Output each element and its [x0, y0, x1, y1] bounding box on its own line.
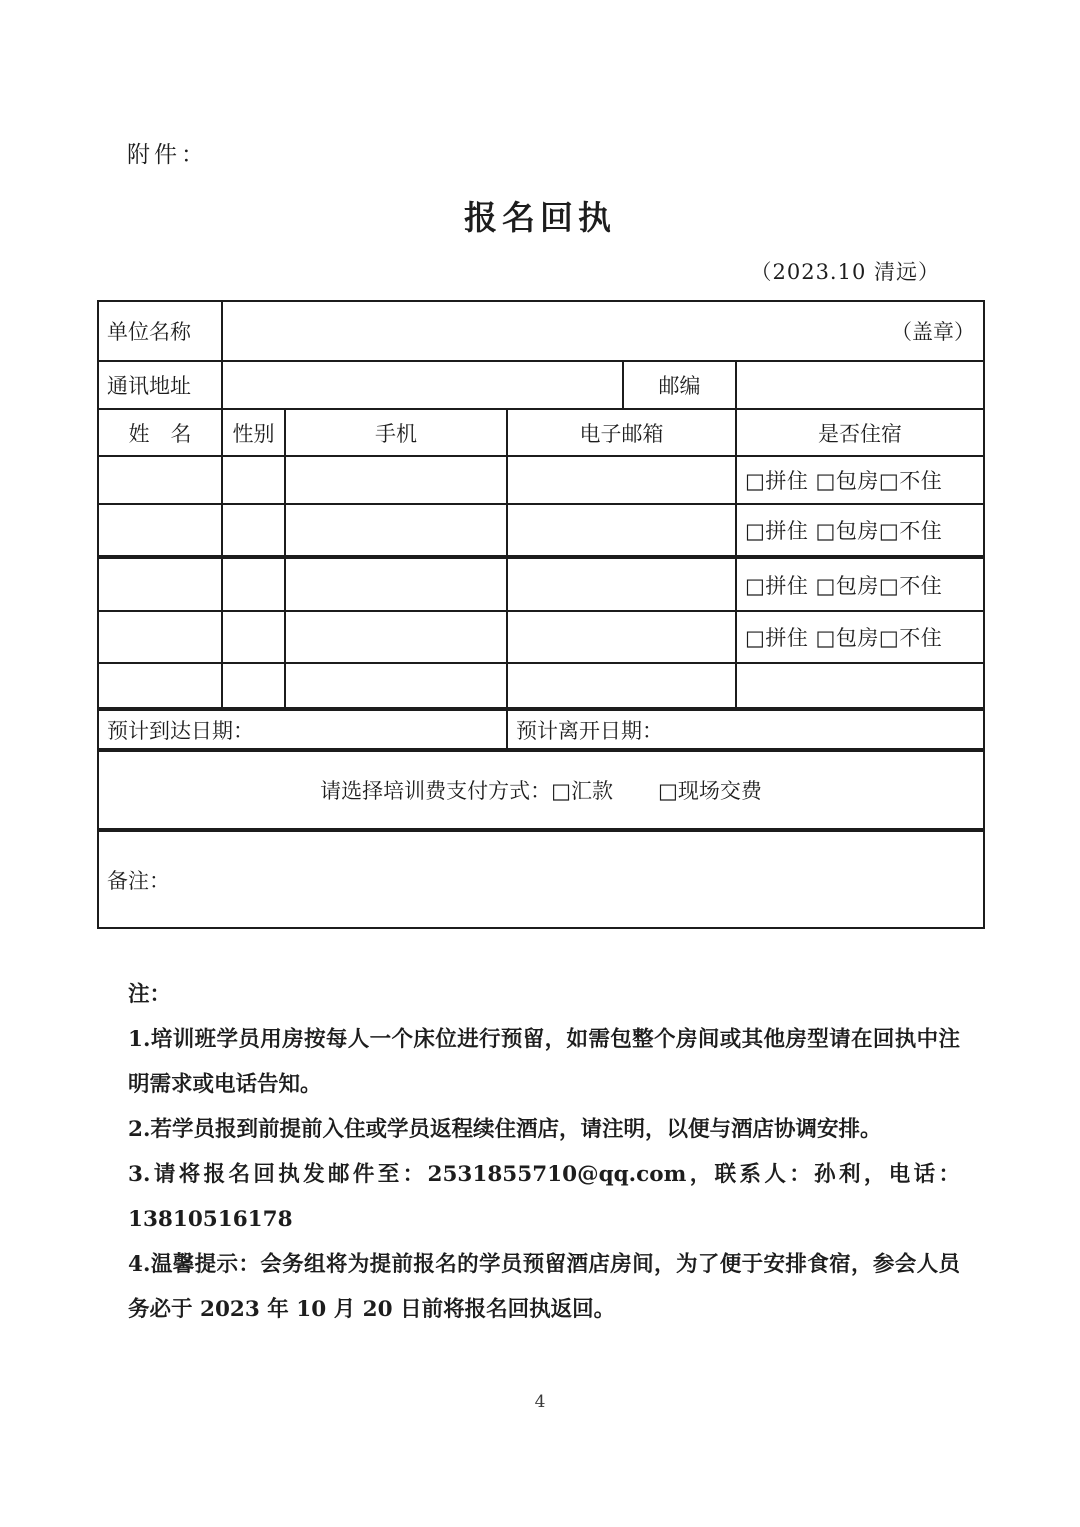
name-field: [98, 456, 222, 504]
document-title: 报名回执: [464, 198, 616, 237]
remarks-row: [98, 830, 984, 928]
column-header-mobile: 手机: [285, 409, 507, 456]
column-header-gender: 性别: [222, 409, 285, 456]
attendee-row: [98, 663, 984, 709]
accommodation-options: □拼住 □包房□不住: [736, 456, 984, 504]
accommodation-options: □拼住 □包房□不住: [736, 504, 984, 557]
address-field: [222, 361, 623, 409]
postcode-field: [736, 361, 984, 409]
name-field: [98, 557, 222, 611]
attendee-row: [98, 557, 984, 611]
email-field: [507, 663, 736, 709]
email-field: [507, 611, 736, 663]
email-field: [507, 504, 736, 557]
notes-section: [128, 972, 960, 1332]
remarks-label: 备注：: [107, 868, 170, 893]
name-field: [98, 504, 222, 557]
mobile-field: [285, 456, 507, 504]
gender-field: [222, 504, 285, 557]
payment-method-label: 请选择培训费支付方式：: [320, 779, 552, 803]
document-subtitle: （2023.10 清远）: [750, 260, 940, 284]
dates-row: [98, 709, 984, 750]
unit-name-field: [222, 301, 984, 361]
gender-field: [222, 663, 285, 709]
note-item-4: 4.温馨提示：会务组将为提前报名的学员预留酒店房间，为了便于安排食宿，参会人员务必于 2023 年 10 月 20 日前将报名回执返回。: [128, 1252, 960, 1322]
notes-header: 注：: [128, 982, 172, 1007]
registration-form-table: [97, 300, 985, 929]
column-header-name: 姓 名: [98, 409, 222, 456]
gender-field: [222, 557, 285, 611]
attendee-row: [98, 611, 984, 663]
payment-option-remit: □汇款: [551, 779, 614, 803]
note-item-1: 1.培训班学员用房按每人一个床位进行预留，如需包整个房间或其他房型请在回执中注明需求或电话告知。: [128, 1027, 960, 1097]
arrival-date-label: 预计到达日期：: [98, 709, 507, 750]
postcode-label: 邮编: [623, 361, 736, 409]
page-number: 4: [534, 1392, 546, 1412]
column-header-accommodation: 是否住宿: [736, 409, 984, 456]
attendee-row: [98, 504, 984, 557]
attachment-label: 附件：: [127, 142, 208, 168]
note-item-3: 3.请将报名回执发邮件至：2531855710@qq.com，联系人：孙利，电话：13810516178: [128, 1162, 960, 1232]
address-row: [98, 361, 984, 409]
accommodation-options: □拼住 □包房□不住: [736, 611, 984, 663]
note-item-2: 2.若学员报到前提前入住或学员返程续住酒店，请注明，以便与酒店协调安排。: [128, 1117, 882, 1142]
seal-label: （盖章）: [891, 320, 976, 344]
payment-row: [98, 750, 984, 830]
departure-date-label: 预计离开日期：: [507, 709, 984, 750]
table-header-row: [98, 409, 984, 456]
email-field: [507, 557, 736, 611]
attendee-row: [98, 456, 984, 504]
payment-option-onsite: □现场交费: [658, 779, 762, 803]
gender-field: [222, 456, 285, 504]
email-field: [507, 456, 736, 504]
accommodation-options: □拼住 □包房□不住: [736, 557, 984, 611]
unit-name-label: 单位名称: [98, 301, 222, 361]
mobile-field: [285, 557, 507, 611]
unit-name-row: [98, 301, 984, 361]
gender-field: [222, 611, 285, 663]
mobile-field: [285, 663, 507, 709]
accommodation-field: [736, 663, 984, 709]
column-header-email: 电子邮箱: [507, 409, 736, 456]
name-field: [98, 611, 222, 663]
mobile-field: [285, 504, 507, 557]
payment-method-cell: [98, 750, 984, 830]
address-label: 通讯地址: [98, 361, 222, 409]
remarks-field: [98, 830, 984, 928]
mobile-field: [285, 611, 507, 663]
name-field: [98, 663, 222, 709]
